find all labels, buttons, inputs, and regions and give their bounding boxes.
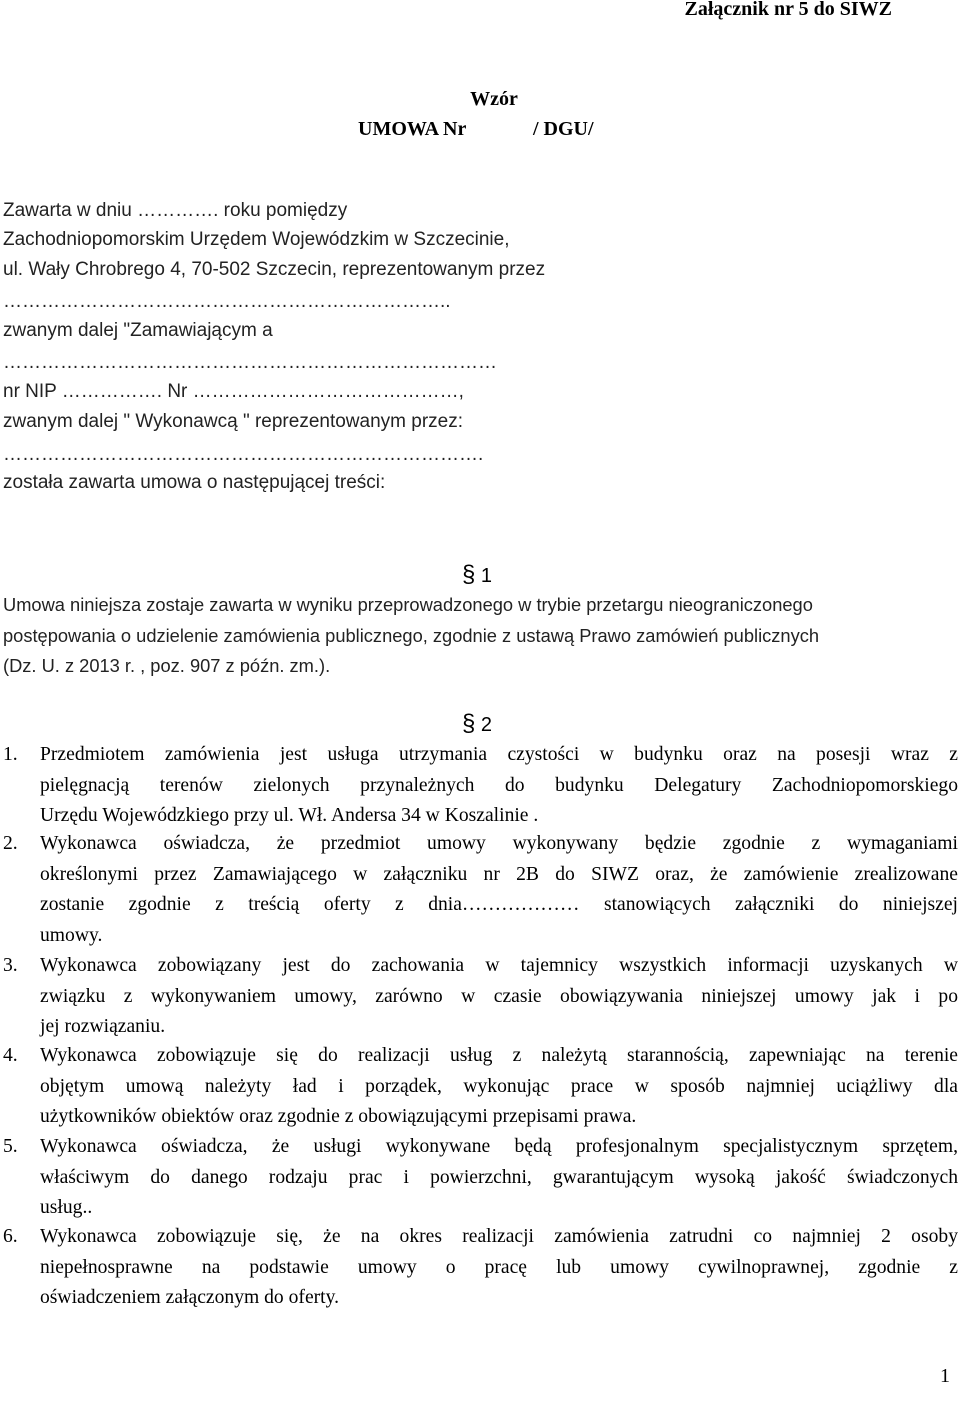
list-item-line: zostanie zgodnie z treścią oferty z dnia……………… stanowiących załączniki do niniejszej xyxy=(40,894,958,916)
header-line: Zawarta w dniu …………. roku pomiędzy xyxy=(3,200,348,221)
list-item-line: Wykonawca zobowiązuje się do realizacji usług z należytą starannością, zapewniając na terenie xyxy=(40,1045,958,1066)
list-item-number: 1. xyxy=(3,744,18,765)
header-line: …………………………………………………………………… xyxy=(3,352,497,373)
list-item-line: niepełnosprawne na podstawie umowy o pracę lub umowy cywilnoprawnej, zgodnie z xyxy=(40,1256,958,1278)
list-item-number: 2. xyxy=(3,833,18,854)
list-item-line: użytkowników obiektów oraz zgodnie z obowiązującymi przepisami prawa. xyxy=(40,1106,637,1128)
header-line: zwanym dalej " Wykonawcą " reprezentowanym przez: xyxy=(3,411,463,432)
section-heading-1 xyxy=(462,561,492,589)
list-item-number: 4. xyxy=(3,1045,18,1066)
annex-title: Załącznik nr 5 do SIWZ xyxy=(684,0,892,20)
page-number: 1 xyxy=(940,1365,950,1387)
section-number: 1 xyxy=(480,565,493,587)
header-line: …………………………………………………………………. xyxy=(3,444,484,465)
list-item-line: pielęgnacją terenów zielonych przynależnych do budynku Delegatury Zachodniopomorskiego xyxy=(40,774,958,796)
list-item-line: umowy. xyxy=(40,924,103,946)
list-item-line: Urzędu Wojewódzkiego przy ul. Wł. Andersa 34 w Koszalinie . xyxy=(40,805,539,827)
header-line: ul. Wały Chrobrego 4, 70-502 Szczecin, reprezentowanym przez xyxy=(3,259,546,280)
list-item-line: właściwym do danego rodzaju prac i powierzchni, gwarantującym wysoką jakość świadczonych xyxy=(40,1166,958,1188)
list-item-line: związku z wykonywaniem umowy, zarówno w czasie obowiązywania niniejszej umowy jak i po xyxy=(40,985,958,1007)
list-item-line: Wykonawca zobowiązuje się, że na okres realizacji zamówienia zatrudni co najmniej 2 osoby xyxy=(40,1226,958,1247)
section-heading-2 xyxy=(462,710,492,738)
document-label-wzor: Wzór xyxy=(470,88,518,110)
header-line: …………………………………………………………….. xyxy=(3,291,451,312)
paragraph-line: Umowa niniejsza zostaje zawarta w wyniku przeprowadzonego w trybie przetargu nieograniczonego xyxy=(3,594,813,615)
list-item-number: 5. xyxy=(3,1136,18,1157)
list-item-number: 3. xyxy=(3,955,18,976)
header-line: zwanym dalej "Zamawiającym a xyxy=(3,320,273,341)
list-item-line: usług.. xyxy=(40,1197,93,1219)
list-item-line: określonymi przez Zamawiającego w załączniku nr 2B do SIWZ oraz, że zamówienie zrealizowane xyxy=(40,863,958,885)
paragraph-line: (Dz. U. z 2013 r. , poz. 907 z późn. zm.). xyxy=(3,655,331,676)
contract-number-label: UMOWA Nr xyxy=(358,118,467,140)
list-item-line: Przedmiotem zamówienia jest usługa utrzymania czystości w budynku oraz na posesji wraz z xyxy=(40,744,958,765)
list-item-line: Wykonawca zobowiązany jest do zachowania w tajemnicy wszystkich informacji uzyskanych w xyxy=(40,955,958,976)
list-item-number: 6. xyxy=(3,1226,18,1247)
paragraph-line: postępowania o udzielenie zamówienia publicznego, zgodnie z ustawą Prawo zamówień publicznych xyxy=(3,624,820,646)
section-symbol: § xyxy=(462,710,476,737)
list-item-line: Wykonawca oświadcza, że przedmiot umowy wykonywany będzie zgodnie z wymaganiami xyxy=(40,833,958,854)
list-item-line: jej rozwiązaniu. xyxy=(40,1016,166,1038)
header-line: Zachodniopomorskim Urzędem Wojewódzkim w Szczecinie, xyxy=(3,229,510,250)
header-line: nr NIP ……………. Nr ……………………………………, xyxy=(3,381,464,402)
list-item-line: oświadczeniem załączonym do oferty. xyxy=(40,1287,340,1309)
list-item-line: objętym umową należyty ład i porządek, wykonując prace w sposób najmniej uciążliwy dla xyxy=(40,1075,958,1097)
section-1-paragraph xyxy=(3,590,955,682)
section-symbol: § xyxy=(462,561,476,588)
contract-dgu-suffix: / DGU/ xyxy=(533,118,594,140)
header-line: została zawarta umowa o następującej treści: xyxy=(3,472,386,493)
list-item-line: Wykonawca oświadcza, że usługi wykonywane będą profesjonalnym specjalistycznym sprzętem, xyxy=(40,1136,958,1157)
section-number: 2 xyxy=(480,714,493,736)
